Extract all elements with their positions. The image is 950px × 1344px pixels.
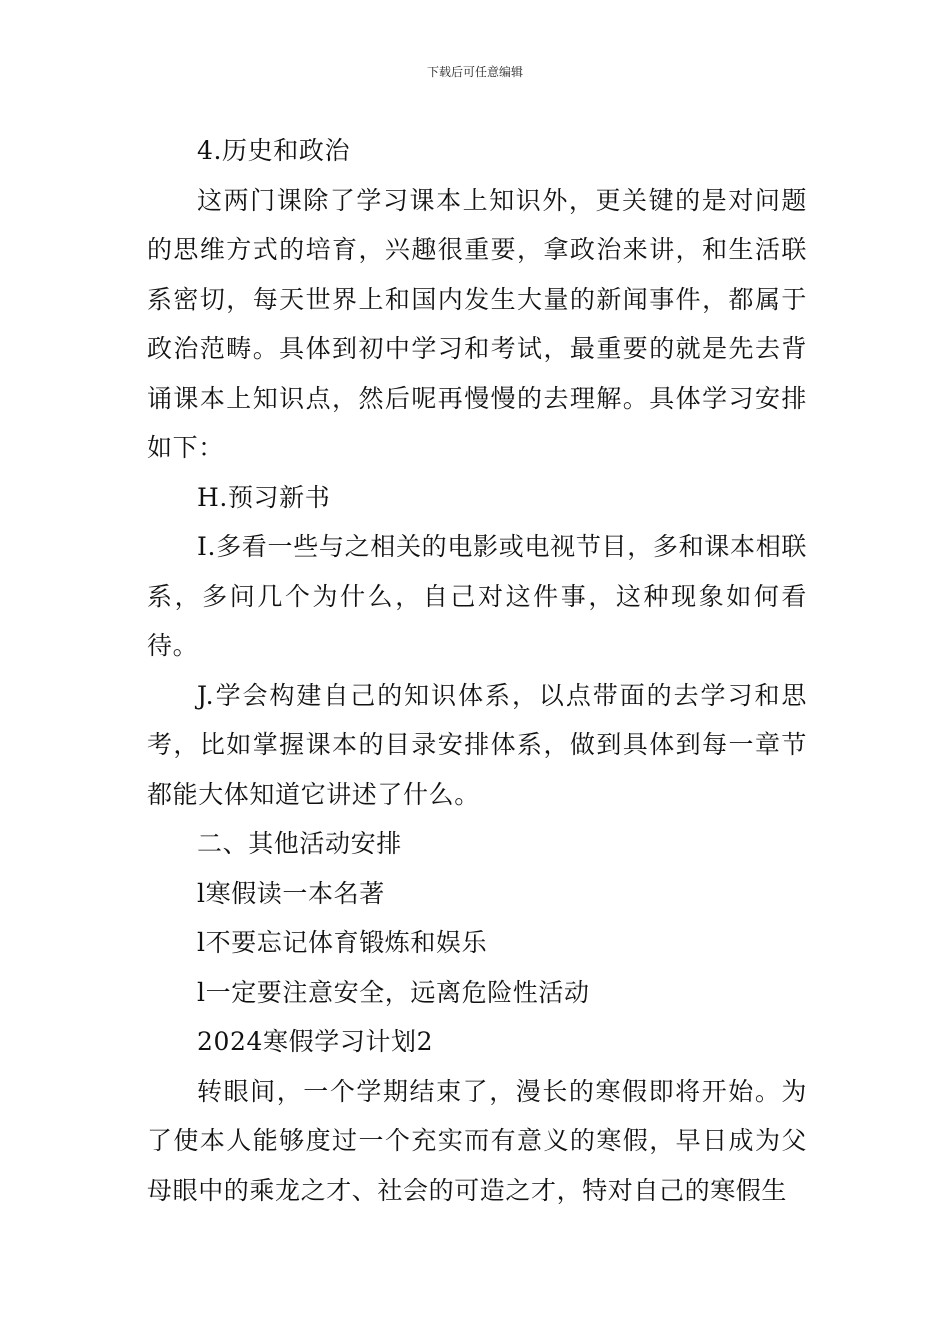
section-title-plan-2: 2024寒假学习计划2 (197, 1027, 434, 1056)
document-body (147, 126, 807, 1215)
page-header: 下载后可任意编辑 (426, 65, 523, 79)
list-item-preview: H.预习新书 (197, 482, 331, 512)
activity-item-safety: l一定要注意安全，远离危险性活动 (197, 977, 590, 1007)
activity-item-reading: l寒假读一本名著 (197, 878, 385, 908)
list-item-media: I.多看一些与之相关的电影或电视节目，多和课本相联系，多问几个为什么，自己对这件事，这种现象如何看待。 (147, 532, 807, 660)
body-paragraph: 这两门课除了学习课本上知识外，更关键的是对问题的思维方式的培育，兴趣很重要，拿政治来讲，和生活联系密切，每天世界上和国内发生大量的新闻事件，都属于政治范畴。具体到初中学习和考试，最重要的就是先去背诵课本上知识点，然后呢再慢慢的去理解。具体学习安排如下： (147, 185, 807, 462)
body-paragraph: 转眼间，一个学期结束了，漫长的寒假即将开始。为了使本人能够度过一个充实而有意义的寒假，早日成为父母眼中的乘龙之才、社会的可造之才，特对自己的寒假生 (147, 1076, 807, 1205)
section-heading-history-politics: 4.历史和政治 (197, 136, 351, 165)
activity-item-exercise: l不要忘记体育锻炼和娱乐 (197, 928, 488, 957)
list-item-knowledge-system: J.学会构建自己的知识体系，以点带面的去学习和思考，比如掌握课本的目录安排体系，做到具体到每一章节都能大体知道它讲述了什么。 (147, 680, 807, 809)
section-heading-other-activities: 二、其他活动安排 (197, 829, 402, 858)
